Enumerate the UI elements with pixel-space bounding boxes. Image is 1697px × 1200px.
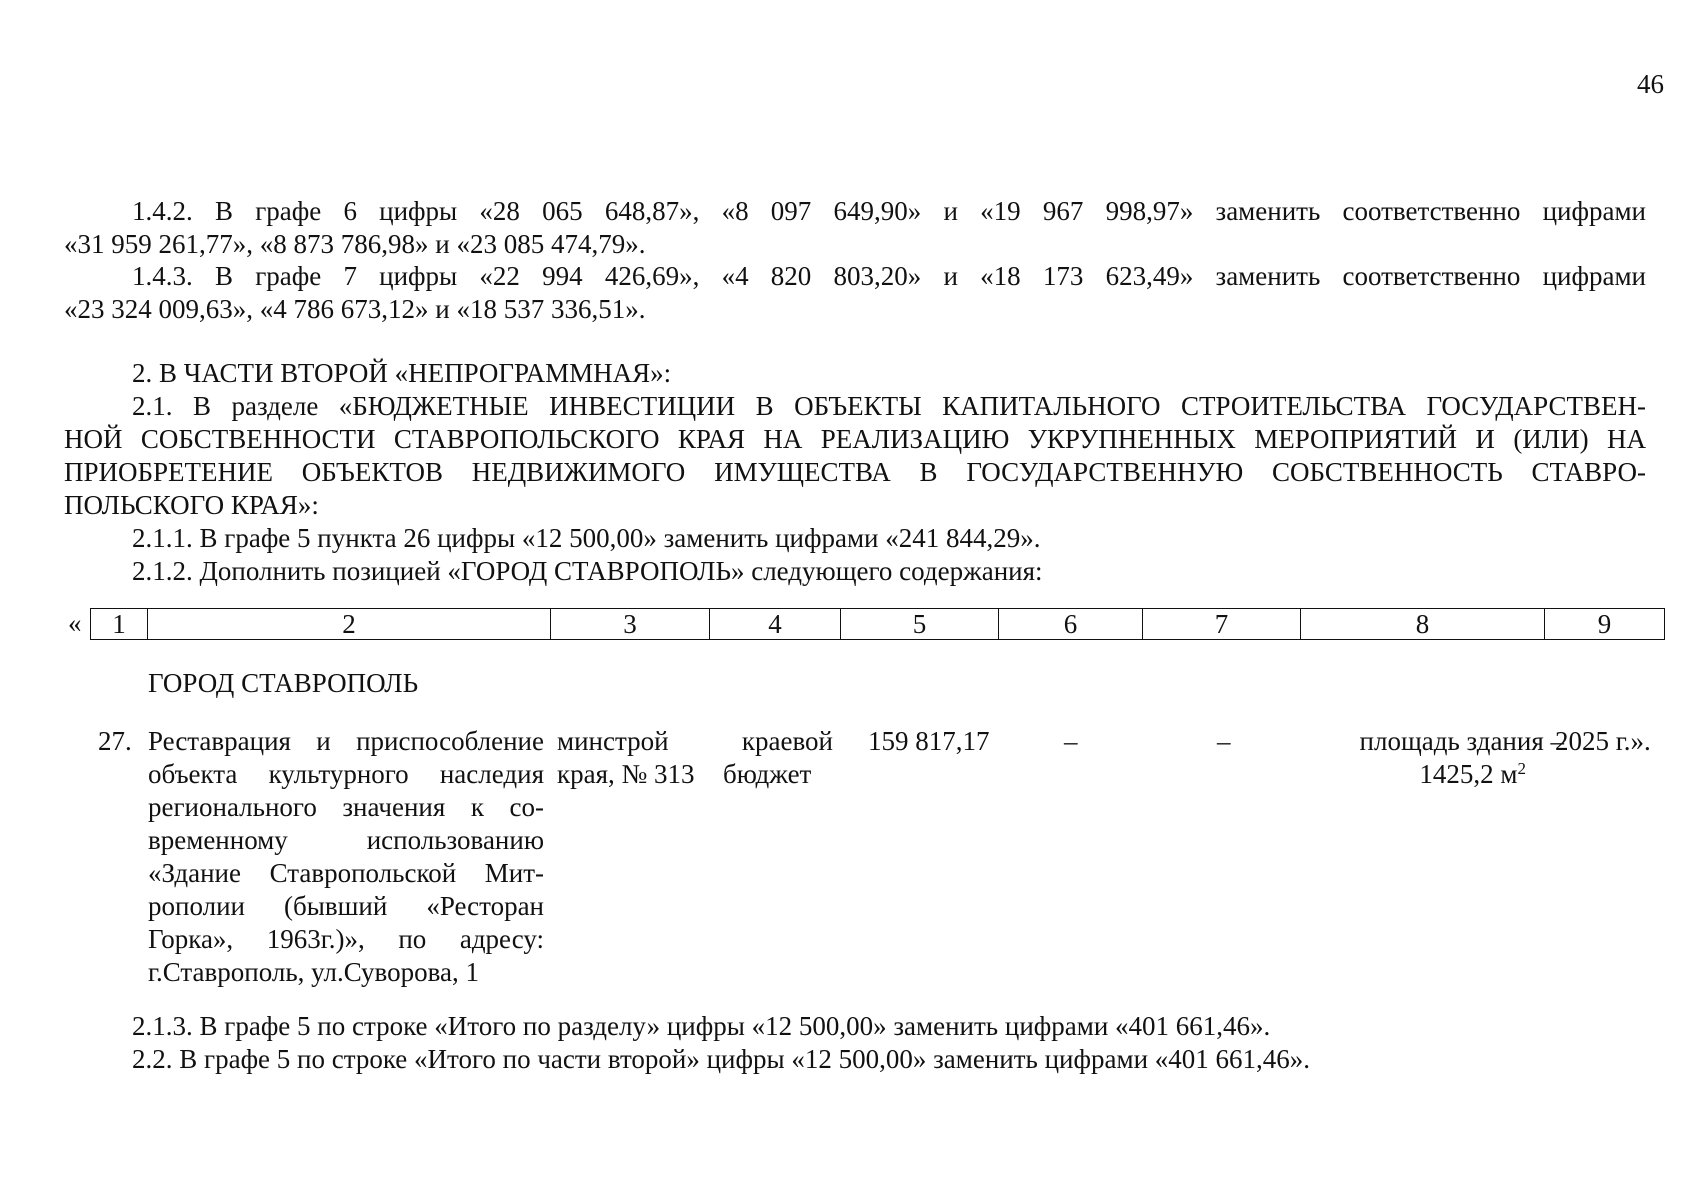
paragraph-2-1-1: 2.1.1. В графе 5 пункта 26 цифры «12 500,00» заменить цифрами «241 844,29». (132, 523, 1041, 553)
paragraph-2-1-2: 2.1.2. Дополнить позицией «ГОРОД СТАВРОПОЛЬ» следующего содержания: (132, 556, 1043, 586)
opening-quote-mark: « (68, 608, 82, 638)
column-numbers-row (91, 609, 1665, 640)
object-name-line: Горка», 1963г.)», по адресу: (148, 924, 544, 954)
capacity (1318, 725, 1564, 791)
paragraph-2-1-line-2: НОЙ СОБСТВЕННОСТИ СТАВРОПОЛЬСКОГО КРАЯ НА РЕАЛИЗАЦИЮ УКРУПНЕННЫХ МЕРОПРИЯТИЙ И (ИЛИ) НА (64, 424, 1646, 454)
part-two-heading: 2. В ЧАСТИ ВТОРОЙ «НЕПРОГРАММНАЯ»: (132, 358, 672, 388)
column-number-cell: 2 (148, 609, 551, 640)
paragraph-1-4-2-line-2: «31 959 261,77», «8 873 786,98» и «23 085 474,79». (64, 229, 646, 259)
funding-source-line: краевой (741, 726, 833, 756)
object-name-line: «Здание Ставропольской Мит- (148, 858, 544, 888)
paragraph-2-1-line-1: 2.1. В разделе «БЮДЖЕТНЫЕ ИНВЕСТИЦИИ В ОБЪЕКТЫ КАПИТАЛЬНОГО СТРОИТЕЛЬСТВА ГОСУДАРСТВЕН- (132, 391, 1646, 421)
amendments-section-2 (64, 357, 1646, 588)
column-number-cell: 6 (999, 609, 1143, 640)
column-number-cell: 3 (551, 609, 710, 640)
capacity-number: 1425,2 м (1419, 759, 1518, 789)
value-col-7: – (1217, 726, 1231, 756)
object-name-line: объекта культурного наследия (148, 759, 544, 789)
paragraph-2-1-line-3: ПРИОБРЕТЕНИЕ ОБЪЕКТОВ НЕДВИЖИМОГО ИМУЩЕСТВА В ГОСУДАРСТВЕННУЮ СОБСТВЕННОСТЬ СТАВРО- (64, 457, 1646, 487)
amendments-section-1-4 (64, 195, 1646, 326)
capacity-line: площадь здания – (1359, 726, 1564, 756)
column-number-cell: 9 (1545, 609, 1665, 640)
column-numbers-header (66, 608, 1666, 640)
value-col-6: – (1064, 726, 1078, 756)
object-name-line: рополии (бывший «Ресторан (148, 891, 544, 921)
object-name (148, 725, 544, 989)
responsible-body (557, 725, 707, 791)
section-title: ГОРОД СТАВРОПОЛЬ (148, 668, 419, 698)
column-number-cell: 5 (841, 609, 999, 640)
responsible-body-line: минстрой (557, 726, 669, 756)
funding-source-line: бюджет (723, 759, 812, 789)
column-number-cell: 1 (91, 609, 148, 640)
column-number-cell: 8 (1301, 609, 1545, 640)
paragraph-1-4-2-line-1: 1.4.2. В графе 6 цифры «28 065 648,87», «8 097 649,90» и «19 967 998,97» заменить соответственно цифрами (132, 196, 1646, 226)
amount-col-5: 159 817,17 (868, 726, 990, 756)
funding-source (723, 725, 833, 791)
capacity-value (1318, 758, 1564, 791)
paragraph-2-1-line-4: ПОЛЬСКОГО КРАЯ»: (64, 490, 319, 520)
column-number-cell: 7 (1143, 609, 1301, 640)
row-number: 27. (98, 726, 132, 756)
object-name-line: г.Ставрополь, ул.Суворова, 1 (148, 957, 479, 987)
paragraph-2-1-3: 2.1.3. В графе 5 по строке «Итого по разделу» цифры «12 500,00» заменить цифрами «401 661,46». (132, 1011, 1271, 1041)
paragraph-1-4-3-line-2: «23 324 009,63», «4 786 673,12» и «18 537 336,51». (64, 294, 646, 324)
amendments-totals (64, 1010, 1646, 1076)
object-name-line: Реставрация и приспособление (148, 726, 544, 756)
completion-year: 2025 г.». (1555, 726, 1651, 756)
object-name-line: регионального значения к со- (148, 792, 544, 822)
responsible-body-line: края, № 313 (557, 759, 695, 789)
column-number-cell: 4 (710, 609, 841, 640)
object-name-line: временному использованию (148, 825, 544, 855)
paragraph-2-2: 2.2. В графе 5 по строке «Итого по части второй» цифры «12 500,00» заменить цифрами «401 661,46». (132, 1044, 1311, 1074)
column-numbers-table (90, 608, 1665, 640)
paragraph-1-4-3-line-1: 1.4.3. В графе 7 цифры «22 994 426,69», «4 820 803,20» и «18 173 623,49» заменить соответственно цифрами (132, 261, 1646, 291)
unit-exponent: 2 (1517, 759, 1526, 778)
page-number: 46 (1637, 69, 1664, 99)
